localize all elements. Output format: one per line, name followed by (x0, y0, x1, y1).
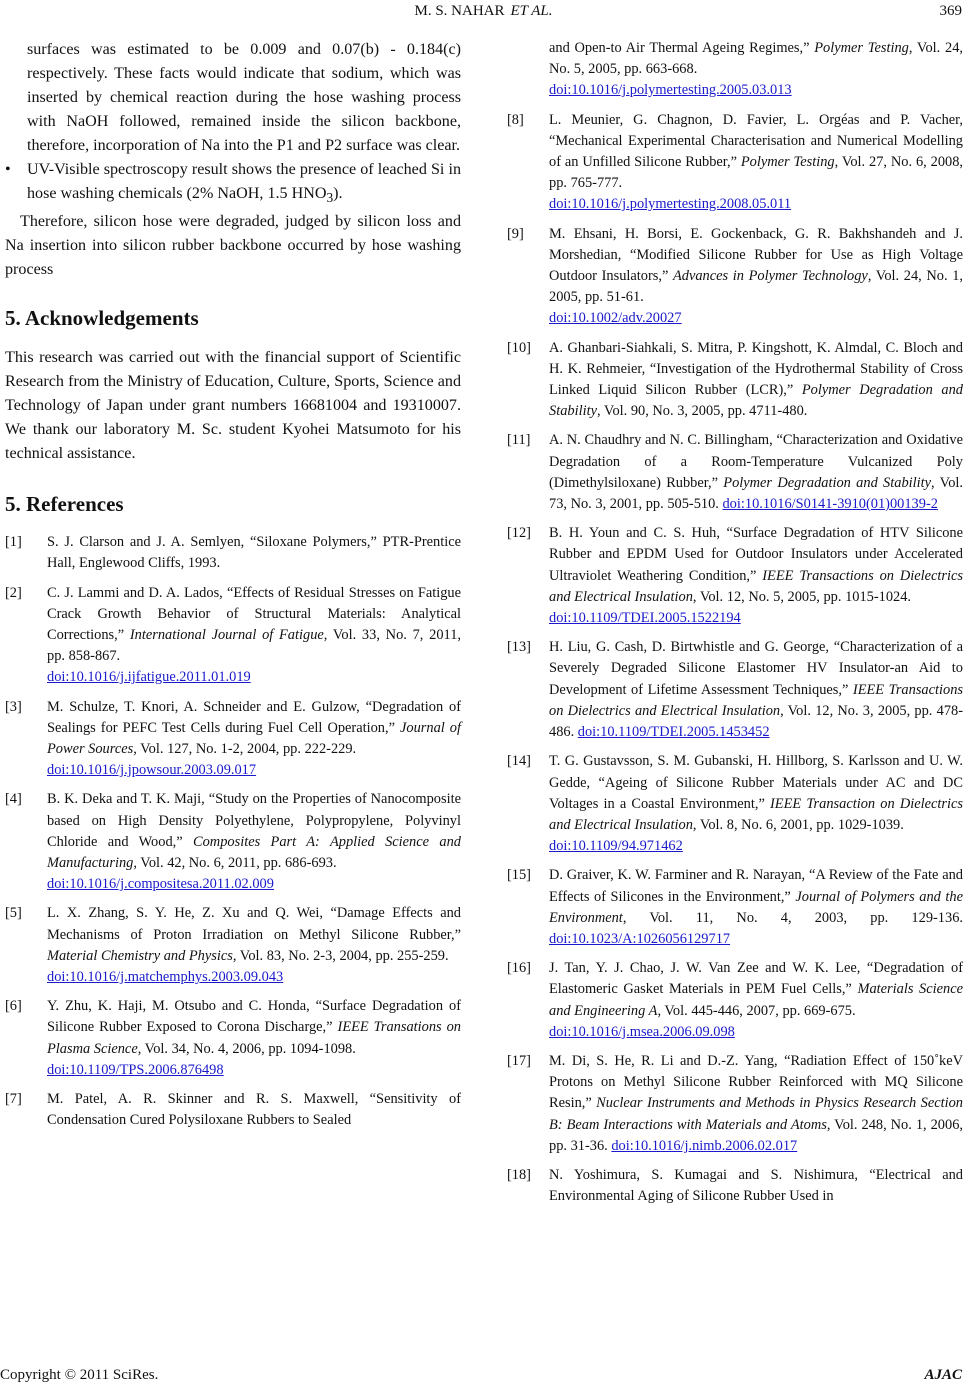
reference-body (47, 532, 461, 574)
reference-body (549, 1051, 963, 1157)
ref-journal: Polymer Testing (814, 40, 909, 56)
ref-details: , Vol. 445-446, 2007, pp. 669-675. (657, 1002, 856, 1019)
reference-item (507, 338, 963, 423)
ref-text: M. Ehsani, H. Borsi, E. Gockenback, G. R. Bakhshandeh and J. Morshedian, “Modified Silicone Rubber for Use as High Voltage Outdoor Insulators,” (549, 225, 963, 285)
reference-body (549, 110, 963, 216)
reference-body (549, 224, 963, 330)
ref-journal: IEEE Transaction on Dielectrics and Electrical Insulation (549, 795, 963, 833)
ref-text: C. J. Lammi and D. A. Lados, “Effects of Residual Stresses on Fatigue Crack Growth Behavior of Structural Materials: Analytical Corrections,” (47, 584, 461, 644)
ref-journal: Polymer Degradation and Stability (723, 474, 932, 491)
reference-item (507, 958, 963, 1043)
reference-number: [5] (5, 905, 22, 922)
ref-text: B. K. Deka and T. K. Maji, “Study on the Properties of Nanocomposite based on High Density Polyethylene, Polypropylene, Polyvinyl Chloride and Wood,” (47, 791, 461, 850)
doi-link[interactable]: doi:10.1109/94.971462 (549, 838, 683, 855)
doi-link[interactable]: doi:10.1016/j.matchemphys.2003.09.043 (47, 969, 284, 986)
doi-link[interactable]: doi:10.1109/TDEI.2005.1522194 (549, 610, 741, 627)
ref-journal: Journal of Polymers and the Environment (549, 888, 963, 926)
ref-journal: Polymer Degradation and Stability (549, 382, 963, 420)
reference-number: [16] (507, 960, 531, 977)
reference-7-continuation (507, 38, 963, 102)
reference-number: [14] (507, 753, 531, 770)
ref-details: , Vol. 24, No. 1, 2005, pp. 51-61. (549, 268, 963, 306)
right-column (507, 38, 963, 1215)
doi-link[interactable]: doi:10.1016/j.polymertesting.2005.03.013 (549, 82, 792, 99)
subscript: 3 (326, 190, 334, 206)
reference-number: [17] (507, 1052, 531, 1069)
ref-journal: Materials Science and Engineering A (549, 981, 963, 1019)
reference-item (507, 430, 963, 515)
ref-text: H. Liu, G. Cash, D. Birtwhistle and G. George, “Characterization of a Severely Degraded Silicone Elastomer HV Insulator-an Aid to Development of Lifetime Assessment Techniques,” (549, 639, 963, 698)
reference-item (507, 1165, 963, 1207)
ref-details: , Vol. 12, No. 5, 2005, pp. 1015-1024. (692, 588, 912, 605)
reference-body (47, 1089, 461, 1131)
bullet-text: UV-Visible spectroscopy result shows the presence of leached Si in hose washing chemicals (2% NaOH, 1.5 HNO (27, 161, 461, 202)
reference-item (507, 224, 963, 330)
copyright-notice: Copyright © 2011 SciRes. (0, 1367, 159, 1383)
doi-link[interactable]: doi:10.1016/j.polymertesting.2008.05.011 (549, 196, 792, 213)
conclusion-paragraph: Therefore, silicon hose were degraded, judged by silicon loss and Na insertion into silicon rubber backbone occurred by hose washing process (5, 213, 461, 279)
authors-text: M. S. NAHAR (414, 3, 505, 19)
ref-journal: Advances in Polymer Technology (672, 268, 868, 285)
ref-text: M. Di, S. He, R. Li and D.-Z. Yang, “Radiation Effect of 150˚keV Protons on Methyl Silicone Rubber Reinforced with MQ Silicone Resin,” (549, 1052, 963, 1112)
reference-number: [15] (507, 867, 531, 884)
doi-link[interactable]: doi:10.1016/j.compositesa.2011.02.009 (47, 876, 274, 893)
bullet-item (5, 158, 461, 210)
ref-details: , Vol. 90, No. 3, 2005, pp. 4711-480. (596, 403, 808, 420)
doi-link[interactable]: doi:10.1109/TPS.2006.876498 (47, 1061, 224, 1078)
reference-body (47, 789, 461, 895)
ref-details: , Vol. 12, No. 3, 2005, pp. 478-486. (549, 702, 963, 741)
doi-link[interactable]: doi:10.1016/j.nimb.2006.02.017 (611, 1137, 798, 1154)
ref-journal: Composites Part A: Applied Science and Manufacturing (47, 833, 461, 872)
reference-item (507, 110, 963, 216)
bullet-text-end: ). (333, 185, 343, 202)
reference-item (507, 637, 963, 743)
ref-journal: IEEE Transations on Plasma Science (47, 1019, 462, 1057)
reference-number: [12] (507, 525, 531, 542)
ref-journal: Material Chemistry and Physics (47, 947, 233, 964)
ref-text: D. Graiver, K. W. Farminer and R. Narayan, “A Review of the Fate and Effects of Silicones in the Environment,” (549, 867, 963, 905)
ref-journal: Journal of Power Sources (47, 719, 461, 758)
ref-text: B. H. Youn and C. S. Huh, “Surface Degradation of HTV Silicone Rubber and EPDM Used for Outdoor Insulators under Accelerated Ultraviolet Weathering Condition,” (549, 525, 963, 584)
doi-link[interactable]: doi:10.1016/j.jpowsour.2003.09.017 (47, 762, 257, 779)
bullet-icon: • (5, 161, 11, 178)
ref-details: , Vol. 83, No. 2-3, 2004, pp. 255-259. (232, 947, 449, 964)
ref-text: N. Yoshimura, S. Kumagai and S. Nishimura, “Electrical and Environmental Aging of Silicone Rubber Used in (549, 1166, 963, 1205)
continued-bullet-paragraph: surfaces was estimated to be 0.009 and 0.07(b) - 0.184(c) respectively. These facts would indicate that sodium, which was inserted by chemical reaction during the hose washing process with NaOH followed, remained inside the silicon backbone, therefore, incorporation of Na into the P1 and P2 surface was clear. (27, 41, 461, 154)
references-heading: 5. References (5, 492, 124, 517)
left-column (5, 38, 461, 1140)
ref-text: L. Meunier, G. Chagnon, D. Favier, L. Orgéas and P. Vacher, “Mechanical Experimental Characterisation and Numerical Modelling of an Unfilled Silicone Rubber,” (549, 111, 963, 171)
reference-item (5, 697, 461, 782)
doi-link[interactable]: doi:10.1023/A:1026056129717 (549, 930, 731, 947)
reference-body (47, 583, 461, 689)
ref-details: , Vol. 8, No. 6, 2001, pp. 1029-1039. (692, 816, 904, 833)
ref-text: A. N. Chaudhry and N. C. Billingham, “Characterization and Oxidative Degradation of a Room-Temperature Vulcanized Poly (Dimethylsiloxane) Rubber,” (549, 432, 963, 491)
reference-body (549, 523, 963, 629)
reference-body (549, 958, 963, 1043)
reference-number: [8] (507, 111, 524, 128)
ref-text: M. Patel, A. R. Skinner and R. S. Maxwell, “Sensitivity of Condensation Cured Polysiloxane Rubbers to Sealed (47, 1091, 461, 1129)
reference-entries-right (507, 110, 963, 1208)
running-head-authors (0, 3, 967, 20)
reference-number: [10] (507, 339, 531, 356)
doi-link[interactable]: doi:10.1016/S0141-3910(01)00139-2 (722, 496, 938, 513)
doi-link[interactable]: doi:10.1016/j.ijfatigue.2011.01.019 (47, 669, 251, 686)
reference-list-right (507, 38, 963, 1207)
et-al-text: ET AL. (510, 3, 553, 19)
doi-link[interactable]: doi:10.1016/j.msea.2006.09.098 (549, 1023, 735, 1040)
ref-text: A. Ghanbari-Siahkali, S. Mitra, P. Kingshott, K. Almdal, C. Bloch and H. K. Rehmeier, “Investigation of the Hydrothermal Stability of Cross Linked Liquid Silicon Rubber (LCR),” (549, 339, 963, 399)
reference-number: [4] (5, 791, 22, 808)
reference-item (507, 523, 963, 629)
page-number: 369 (939, 3, 962, 19)
ref-journal: Nuclear Instruments and Methods in Physics Research Section B: Beam Interactions with Materials and Atoms (549, 1095, 963, 1133)
reference-number: [13] (507, 639, 531, 656)
reference-number: [6] (5, 998, 22, 1015)
reference-item (507, 865, 963, 950)
reference-list-left (5, 532, 461, 1131)
reference-body (47, 903, 461, 988)
ref-details: , Vol. 33, No. 7, 2011, pp. 858-867. (47, 627, 461, 665)
reference-body (47, 697, 461, 782)
reference-item (5, 583, 461, 689)
ref-text: T. G. Gustavsson, S. M. Gubanski, H. Hillborg, S. Karlsson and U. W. Gedde, “Ageing of Silicone Rubber Materials under AC and DC Voltages in a Coastal Environment,” (549, 753, 963, 812)
ref-journal: IEEE Transactions on Dielectrics and Electrical Insulation (549, 681, 963, 719)
reference-number: [7] (5, 1091, 22, 1108)
reference-item (5, 789, 461, 895)
ref-details: , Vol. 42, No. 6, 2011, pp. 686-693. (133, 855, 337, 872)
reference-body (47, 996, 461, 1081)
ref-text: S. J. Clarson and J. A. Semlyen, “Siloxane Polymers,” PTR-Prentice Hall, Englewood Cliffs, 1993. (47, 534, 461, 572)
ref-details: , Vol. 127, No. 1-2, 2004, pp. 222-229. (133, 741, 357, 758)
ref-details: , Vol. 248, No. 1, 2006, pp. 31-36. (549, 1116, 963, 1154)
reference-item (5, 903, 461, 988)
reference-number: [2] (5, 584, 22, 601)
running-head (0, 3, 967, 23)
acknowledgements-paragraph: This research was carried out with the financial support of Scientific Research from the Ministry of Education, Culture, Sports, Science and Technology of Japan under grant numbers 16681004 and 19310007. We thank our laboratory M. Sc. student Kyohei Matsumoto for his technical assistance. (5, 349, 461, 463)
ref-journal: Polymer Testing (740, 154, 835, 171)
reference-item (5, 1089, 461, 1131)
reference-number: [9] (507, 225, 524, 242)
reference-number: [11] (507, 432, 531, 449)
ref-details: , Vol. 24, No. 5, 2005, pp. 663-668. (549, 40, 964, 78)
ref-details: , Vol. 11, No. 4, 2003, pp. 129-136. (622, 909, 963, 926)
ref-details: , Vol. 27, No. 6, 2008, pp. 765-777. (549, 154, 964, 192)
ref-text: M. Schulze, T. Knori, A. Schneider and E. Gulzow, “Degradation of Sealings for PEFC Test Cells during Fuel Cell Operation,” (47, 698, 461, 736)
reference-number: [1] (5, 534, 22, 551)
reference-item (5, 532, 461, 574)
ref-text: L. X. Zhang, S. Y. He, Z. Xu and Q. Wei, “Damage Effects and Mechanisms of Proton Irradiation on Methyl Silicone Rubber,” (47, 905, 461, 943)
reference-number: [18] (507, 1166, 531, 1183)
reference-body (549, 865, 963, 950)
ref-details: , Vol. 34, No. 4, 2006, pp. 1094-1098. (137, 1040, 356, 1057)
reference-body (549, 1165, 963, 1207)
reference-body (549, 637, 963, 743)
ref-details: , Vol. 73, No. 3, 2001, pp. 505-510. (549, 474, 963, 513)
reference-number: [3] (5, 698, 22, 715)
reference-body (549, 338, 963, 423)
ref-text: J. Tan, Y. J. Chao, J. W. Van Zee and W. K. Lee, “Degradation of Elastomeric Gasket Materials in PEM Fuel Cells,” (549, 960, 963, 998)
doi-link[interactable]: doi:10.1109/TDEI.2005.1453452 (577, 724, 770, 741)
acknowledgements-heading: 5. Acknowledgements (5, 306, 199, 331)
ref-journal: IEEE Transactions on Dielectrics and Electrical Insulation (549, 567, 963, 605)
journal-abbrev: AJAC (924, 1367, 962, 1383)
doi-link[interactable]: doi:10.1002/adv.20027 (549, 310, 682, 327)
ref-text: Y. Zhu, K. Haji, M. Otsubo and C. Honda, “Surface Degradation of Silicone Rubber Exposed to Corona Discharge,” (47, 998, 461, 1036)
ref-text: and Open-to Air Thermal Ageing Regimes,” (549, 40, 815, 56)
reference-item (507, 751, 963, 857)
reference-body (549, 751, 963, 857)
reference-body (549, 430, 963, 515)
reference-item (507, 1051, 963, 1157)
reference-item (5, 996, 461, 1081)
ref-journal: International Journal of Fatigue (129, 627, 324, 644)
